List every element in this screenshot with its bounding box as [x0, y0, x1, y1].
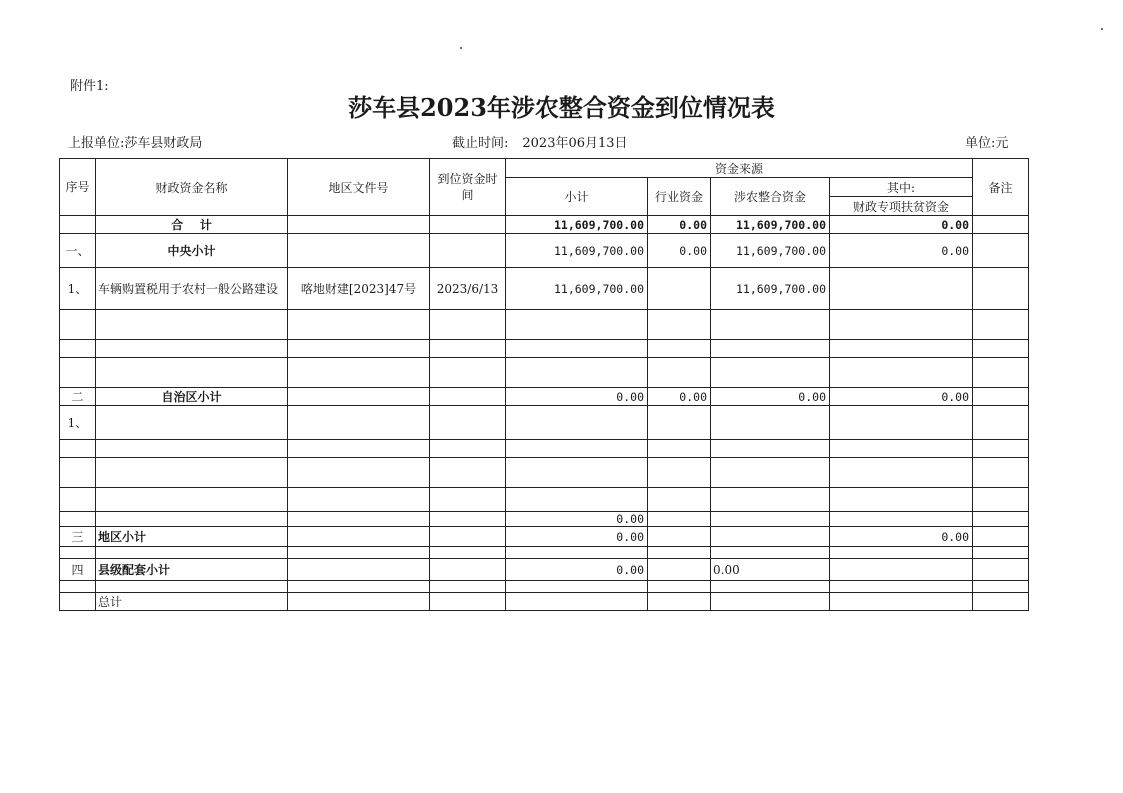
- central-seq: 一、: [60, 234, 96, 268]
- total-label: 合 计: [96, 216, 288, 234]
- table-row: [60, 581, 1029, 593]
- autonomous-seq: 二: [60, 388, 96, 406]
- item1-subtotal: 11,609,700.00: [506, 268, 648, 310]
- grand-label: 总计: [96, 593, 288, 611]
- table-row-total: [60, 216, 1029, 234]
- funds-table: [59, 158, 1029, 611]
- total-integrated: 11,609,700.00: [711, 216, 830, 234]
- prefecture-seq: 三: [60, 527, 96, 547]
- table-row-autonomous: [60, 388, 1029, 406]
- table-row-prefecture: [60, 527, 1029, 547]
- item1-integrated: 11,609,700.00: [711, 268, 830, 310]
- header-industry: 行业资金: [648, 178, 711, 216]
- county-subtotal: 0.00: [506, 559, 648, 581]
- autonomous-label: 自治区小计: [96, 388, 288, 406]
- central-industry: 0.00: [648, 234, 711, 268]
- header-of-which: 其中:: [830, 178, 973, 197]
- item1-doc: 喀地财建[2023]47号: [288, 268, 430, 310]
- item1-date: 2023/6/13: [430, 268, 506, 310]
- header-subtotal: 小计: [506, 178, 648, 216]
- item1-label: 车辆购置税用于农村一般公路建设: [96, 268, 288, 310]
- scan-speck: [1101, 28, 1103, 30]
- county-seq: 四: [60, 559, 96, 581]
- table-row: [60, 340, 1029, 358]
- autonomous-subtotal: 0.00: [506, 388, 648, 406]
- table-row: [60, 358, 1029, 388]
- autonomous-industry: 0.00: [648, 388, 711, 406]
- header-fund-name: 财政资金名称: [96, 159, 288, 216]
- page-title: 莎车县2023年涉农整合资金到位情况表: [348, 93, 775, 122]
- table-row: [60, 268, 1029, 310]
- table-row: [60, 440, 1029, 458]
- total-industry: 0.00: [648, 216, 711, 234]
- attachment-label: 附件1:: [70, 79, 109, 94]
- header-remarks: 备注: [973, 159, 1029, 216]
- currency-unit: 单位:元: [965, 136, 1009, 151]
- central-integrated: 11,609,700.00: [711, 234, 830, 268]
- header-integrated: 涉农整合资金: [711, 178, 830, 216]
- total-poverty: 0.00: [830, 216, 973, 234]
- cutoff-date: 2023年06月13日: [522, 136, 628, 151]
- item1-seq: 1、: [60, 268, 96, 310]
- table-row-grand: [60, 593, 1029, 611]
- prefecture-subtotal: 0.00: [506, 527, 648, 547]
- autonomous-poverty: 0.00: [830, 388, 973, 406]
- central-subtotal: 11,609,700.00: [506, 234, 648, 268]
- central-label: 中央小计: [96, 234, 288, 268]
- scan-speck: [460, 47, 462, 49]
- header-source: 资金来源: [506, 159, 973, 178]
- reporting-unit: 上报单位:莎车县财政局: [68, 136, 203, 151]
- table-row: [60, 458, 1029, 488]
- table-row: [60, 488, 1029, 512]
- table-row: [60, 310, 1029, 340]
- header-seq: 序号: [60, 159, 96, 216]
- header-doc-no: 地区文件号: [288, 159, 430, 216]
- total-subtotal: 11,609,700.00: [506, 216, 648, 234]
- central-poverty: 0.00: [830, 234, 973, 268]
- autonomous-integrated: 0.00: [711, 388, 830, 406]
- table-row: [60, 406, 1029, 440]
- header-arrival-time: 到位资金时间: [430, 159, 506, 216]
- county-integrated: 0.00: [711, 559, 830, 581]
- cutoff-time: [452, 132, 628, 151]
- prefecture-poverty: 0.00: [830, 527, 973, 547]
- header-poverty-fund: 财政专项扶贫资金: [830, 197, 973, 216]
- county-label: 县级配套小计: [96, 559, 288, 581]
- auto-blank-subtotal: 0.00: [506, 512, 648, 527]
- table-row: [60, 547, 1029, 559]
- table-row: [60, 512, 1029, 527]
- cutoff-label: 截止时间:: [452, 136, 509, 151]
- table-row-county: [60, 559, 1029, 581]
- table-row-central: [60, 234, 1029, 268]
- prefecture-label: 地区小计: [96, 527, 288, 547]
- auto-item-seq: 1、: [60, 406, 96, 440]
